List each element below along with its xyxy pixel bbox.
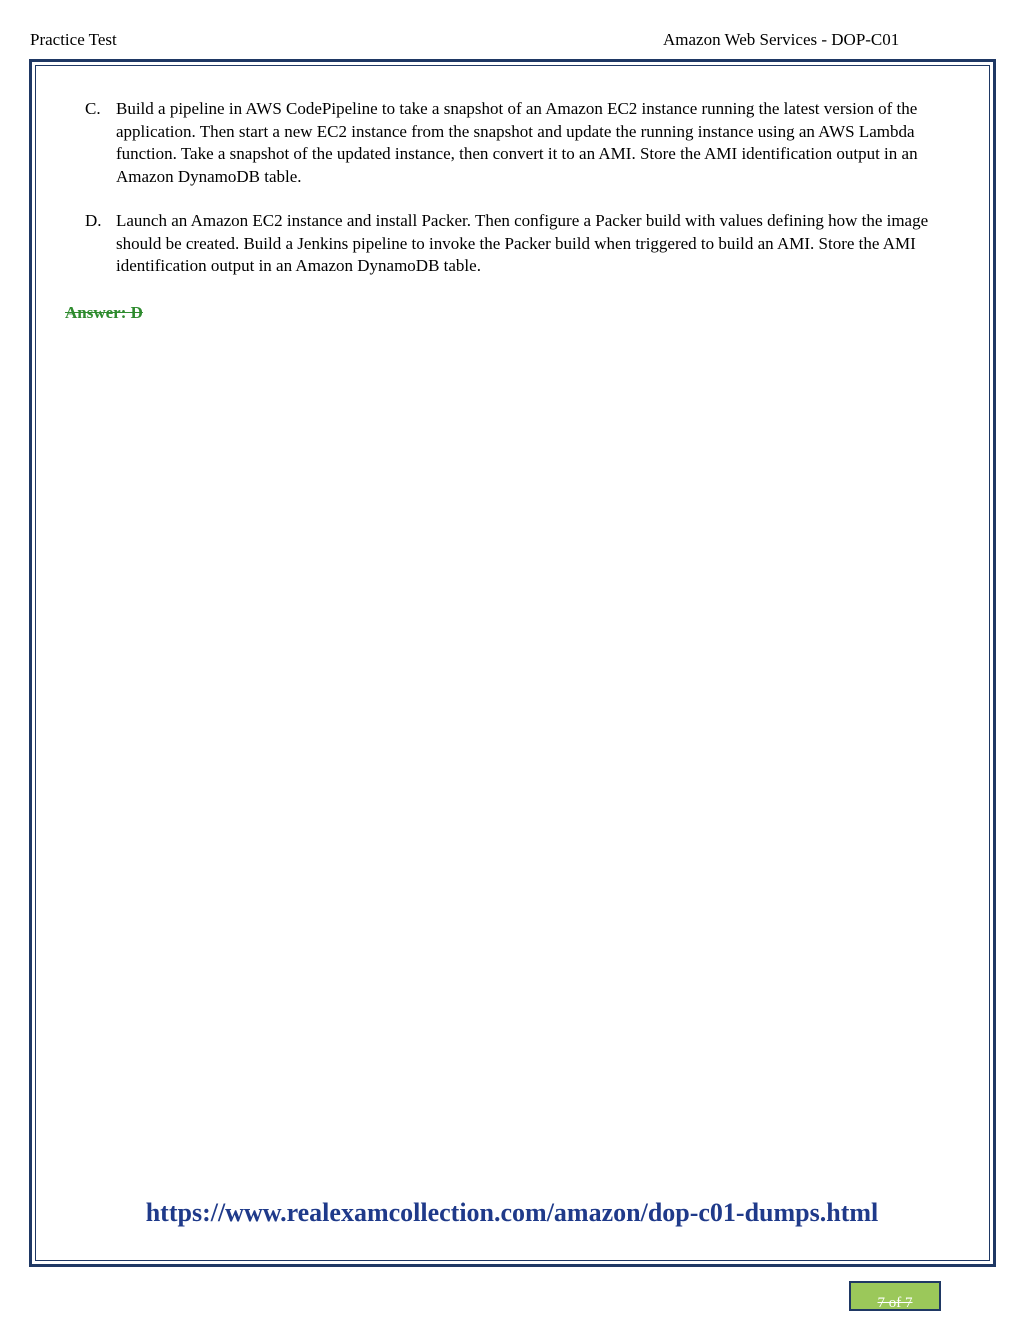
answer-label: Answer: D [65, 303, 143, 322]
option-d [85, 210, 957, 278]
page-number: 7 of 7 [877, 1295, 913, 1311]
option-c [85, 98, 957, 188]
option-text: Build a pipeline in AWS CodePipeline to take a snapshot of an Amazon EC2 instance running the latest version of the application. Then start a new EC2 instance from the snapshot and update the running instance using an AWS Lambda function. Take a snapshot of the updated instance, then convert it to an AMI. Store the AMI identification output in an Amazon DynamoDB table. [116, 99, 918, 186]
header-exam-code: Amazon Web Services - DOP-C01 [663, 30, 900, 49]
option-text: Launch an Amazon EC2 instance and install Packer. Then configure a Packer build with values defining how the image should be created. Build a Jenkins pipeline to invoke the Packer build when triggered to build an AMI. Store the AMI identification output in an Amazon DynamoDB table. [116, 211, 929, 275]
page-number-badge [849, 1281, 941, 1311]
option-letter: C. [85, 99, 101, 118]
footer-link[interactable]: https://www.realexamcollection.com/amazon/dop-c01-dumps.html [145, 1198, 879, 1227]
header-title: Practice Test [30, 30, 117, 49]
option-letter: D. [85, 211, 102, 230]
